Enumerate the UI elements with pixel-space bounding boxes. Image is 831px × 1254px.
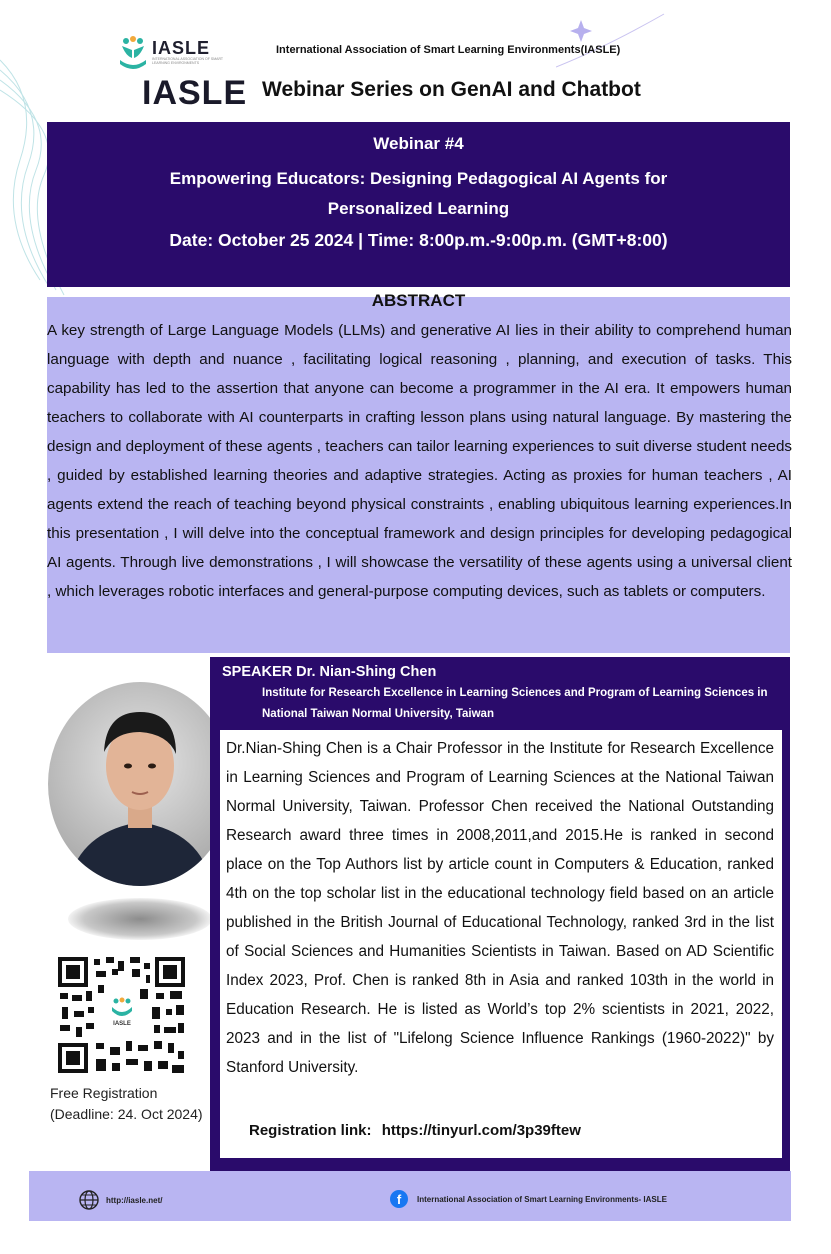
free-registration-info — [50, 1083, 203, 1125]
webinar-number: Webinar #4 — [373, 134, 464, 153]
webinar-title: Empowering Educators: Designing Pedagogical AI Agents for Personalized Learning — [169, 169, 668, 218]
abstract-section — [47, 291, 792, 653]
registration-link-url[interactable]: https://tinyurl.com/3p39ftew — [381, 1122, 581, 1139]
organization-name: International Association of Smart Learning Environments(IASLE) — [276, 44, 621, 56]
series-title: Webinar Series on GenAI and Chatbot — [262, 78, 641, 101]
speaker-bio-box — [220, 730, 782, 1158]
website-link[interactable]: http://iasle.net/ — [106, 1196, 163, 1205]
registration-qr-code[interactable] — [56, 955, 187, 1075]
qr-logo-text: IASLE — [113, 1021, 131, 1027]
facebook-page-link[interactable]: International Association of Smart Learning Environments- IASLE — [417, 1195, 667, 1204]
speaker-panel — [210, 657, 790, 1171]
logo-small-text: IASLE — [152, 38, 211, 58]
speaker-portrait-illustration — [48, 682, 232, 886]
registration-link-line — [249, 1122, 581, 1139]
globe-icon — [79, 1190, 99, 1210]
webinar-banner — [47, 122, 790, 287]
footer-bar — [29, 1171, 791, 1221]
abstract-text: A key strength of Large Language Models (LLMs) and generative AI lies in their ability to comprehend human language with depth and nuance , facilitating logical reasoning , planning, and execution of tasks. This capability has led to the assertion that anyone can become a programmer in the AI era. It empowers human teachers to collaborate with AI counterparts in crafting lesson plans using natural language. By mastering the design and deployment of these agents , teachers can tailor learning experiences to suit diverse student needs , guided by established learning theories and adaptive strategies. Acting as proxies for human teachers , AI agents extend the reach of teaching beyond physical constraints , enabling ubiquitous learning experiences.In this presentation , I will delve into the conceptual framework and design principles for developing pedagogical AI agents. Through live demonstrations , I will showcase the versatility of these agents using a universal client , which leverages robotic interfaces and general-purpose computing devices, such as tablets or computers. — [47, 322, 792, 600]
speaker-institution: Institute for Research Excellence in Learning Sciences and Program of Learning Sciences in National Taiwan Normal University, Taiwan — [262, 687, 768, 720]
speaker-name: SPEAKER Dr. Nian-Shing Chen — [222, 664, 437, 680]
free-registration-label: Free Registration — [50, 1085, 158, 1101]
facebook-icon: f — [390, 1190, 408, 1208]
sparkle-decoration — [556, 12, 666, 72]
photo-shadow — [68, 898, 212, 940]
webinar-date-time: Date: October 25 2024 | Time: 8:00p.m.-9:00p.m. (GMT+8:00) — [169, 230, 668, 250]
registration-deadline: (Deadline: 24. Oct 2024) — [50, 1106, 203, 1122]
speaker-bio: Dr.Nian-Shing Chen is a Chair Professor in the Institute for Research Excellence in Learning Sciences and Program of Learning Sciences at the National Taiwan Normal University, Taiwan. Professor Chen received the National Outstanding Research award three times in 2008,2011,and 2015.He is ranked in second place on the Top Authors list by article count in Computers & Education, ranked 4th on the top scholar list in the educational technology field based on an article published in the British Journal of Educational Technology, ranked 3rd in the list of Social Sciences and Humanities Scientists in Taiwan. Based on AD Scientific Index 2023, Prof. Chen is ranked 8th in Asia and ranked 103th in the world in Education Research. He is listed as World’s top 2% scientists in 2021, 2022, 2023 and in the list of "Lifelong Science Influence Rankings (1960-2022)" by Stanford University. — [226, 740, 774, 1076]
logo-people-icon — [117, 36, 149, 72]
speaker-photo — [48, 682, 232, 886]
logo-subtitle: INTERNATIONAL ASSOCIATION OF SMART LEARNING ENVIRONMENTS — [152, 57, 223, 65]
logo-big-text: IASLE — [142, 74, 248, 112]
registration-link-label: Registration link: — [249, 1122, 372, 1139]
abstract-heading: ABSTRACT — [371, 291, 466, 310]
iasle-logo — [112, 34, 248, 114]
